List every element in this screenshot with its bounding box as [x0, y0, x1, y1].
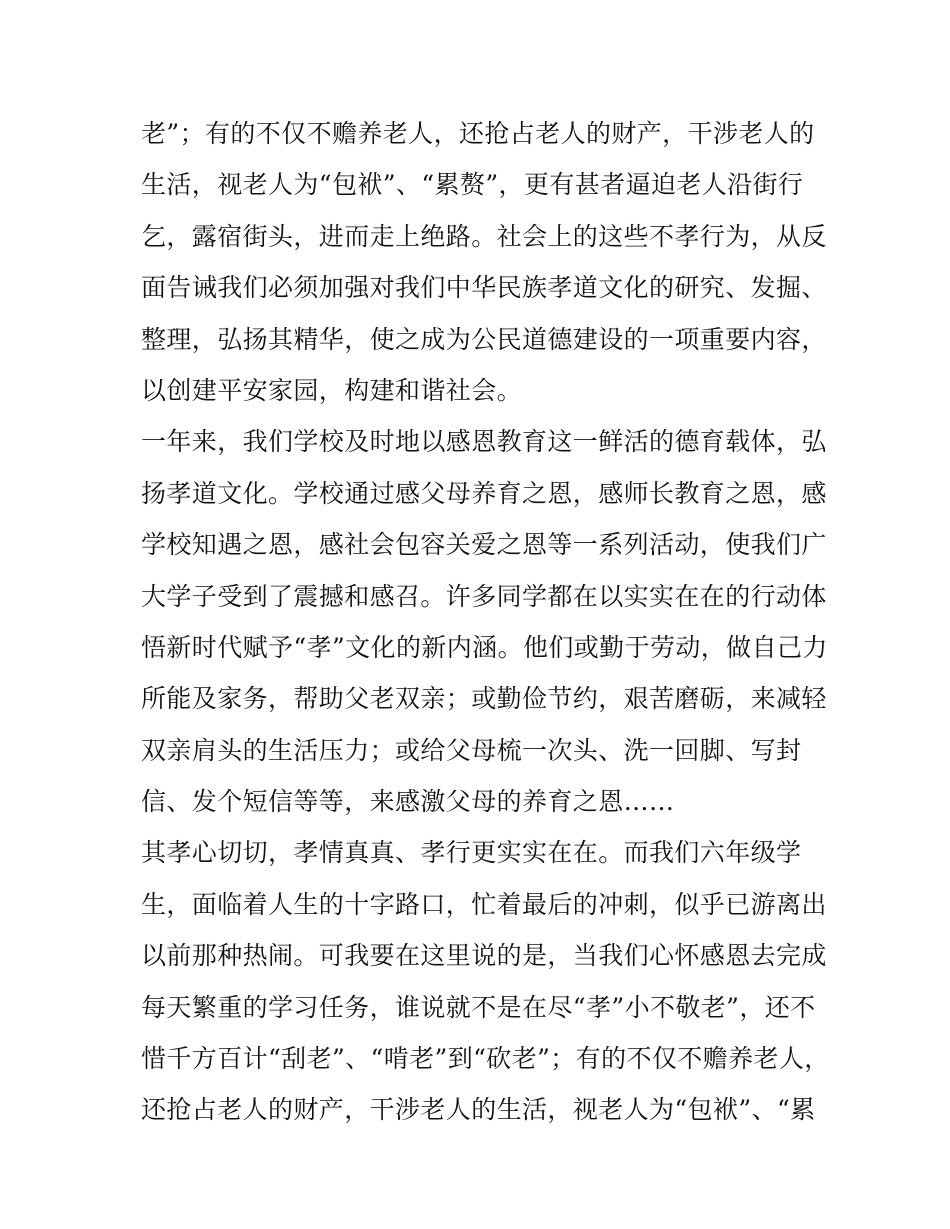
text-line: 以创建平安家园，构建和谐社会。 [141, 375, 523, 405]
text-line: 双亲肩头的生活压力；或给父母梳一次头、洗一回脚、写封 [141, 735, 802, 765]
text-line: 惜千方百计“刮老”、“啃老”到“砍老”；有的不仅不赡养老人， [141, 1044, 830, 1074]
text-line: 老”；有的不仅不赡养老人，还抢占老人的财产，干涉老人的 [141, 119, 815, 148]
text-line: 所能及家务，帮助父老双亲；或勤俭节约，艰苦磨砺，来减轻 [141, 684, 827, 714]
text-line: 学校知遇之恩，感社会包容关爱之恩等一系列活动，使我们广 [141, 530, 827, 560]
body-text [141, 108, 830, 1136]
text-line: 一年来，我们学校及时地以感恩教育这一鲜活的德育载体，弘 [141, 427, 827, 457]
text-line: 整理，弘扬其精华，使之成为公民道德建设的一项重要内容， [141, 324, 827, 354]
text-line: 乞，露宿街头，进而走上绝路。社会上的这些不孝行为，从反 [141, 221, 827, 251]
text-line: 生活，视老人为“包袱”、“累赘”，更有甚者逼迫老人沿街行 [141, 170, 804, 200]
text-line: 以前那种热闹。可我要在这里说的是，当我们心怀感恩去完成 [141, 941, 827, 971]
text-line: 扬孝道文化。学校通过感父母养育之恩，感师长教育之恩，感 [141, 478, 827, 508]
text-line: 其孝心切切，孝情真真、孝行更实实在在。而我们六年级学 [141, 838, 802, 868]
text-line: 大学子受到了震撼和感召。许多同学都在以实实在在的行动体 [141, 581, 827, 611]
text-line: 信、发个短信等等，来感激父母的养育之恩…… [141, 787, 675, 817]
text-line: 悟新时代赋予“孝”文化的新内涵。他们或勤于劳动，做自己力 [141, 632, 828, 662]
text-line: 面告诫我们必须加强对我们中华民族孝道文化的研究、发掘、 [141, 273, 827, 303]
text-line: 生，面临着人生的十字路口，忙着最后的冲刺，似乎已游离出 [141, 889, 827, 919]
text-line: 还抢占老人的财产，干涉老人的生活，视老人为“包袱”、“累 [141, 1095, 816, 1125]
text-line: 每天繁重的学习任务，谁说就不是在尽“孝”小不敬老”，还不 [141, 992, 816, 1022]
